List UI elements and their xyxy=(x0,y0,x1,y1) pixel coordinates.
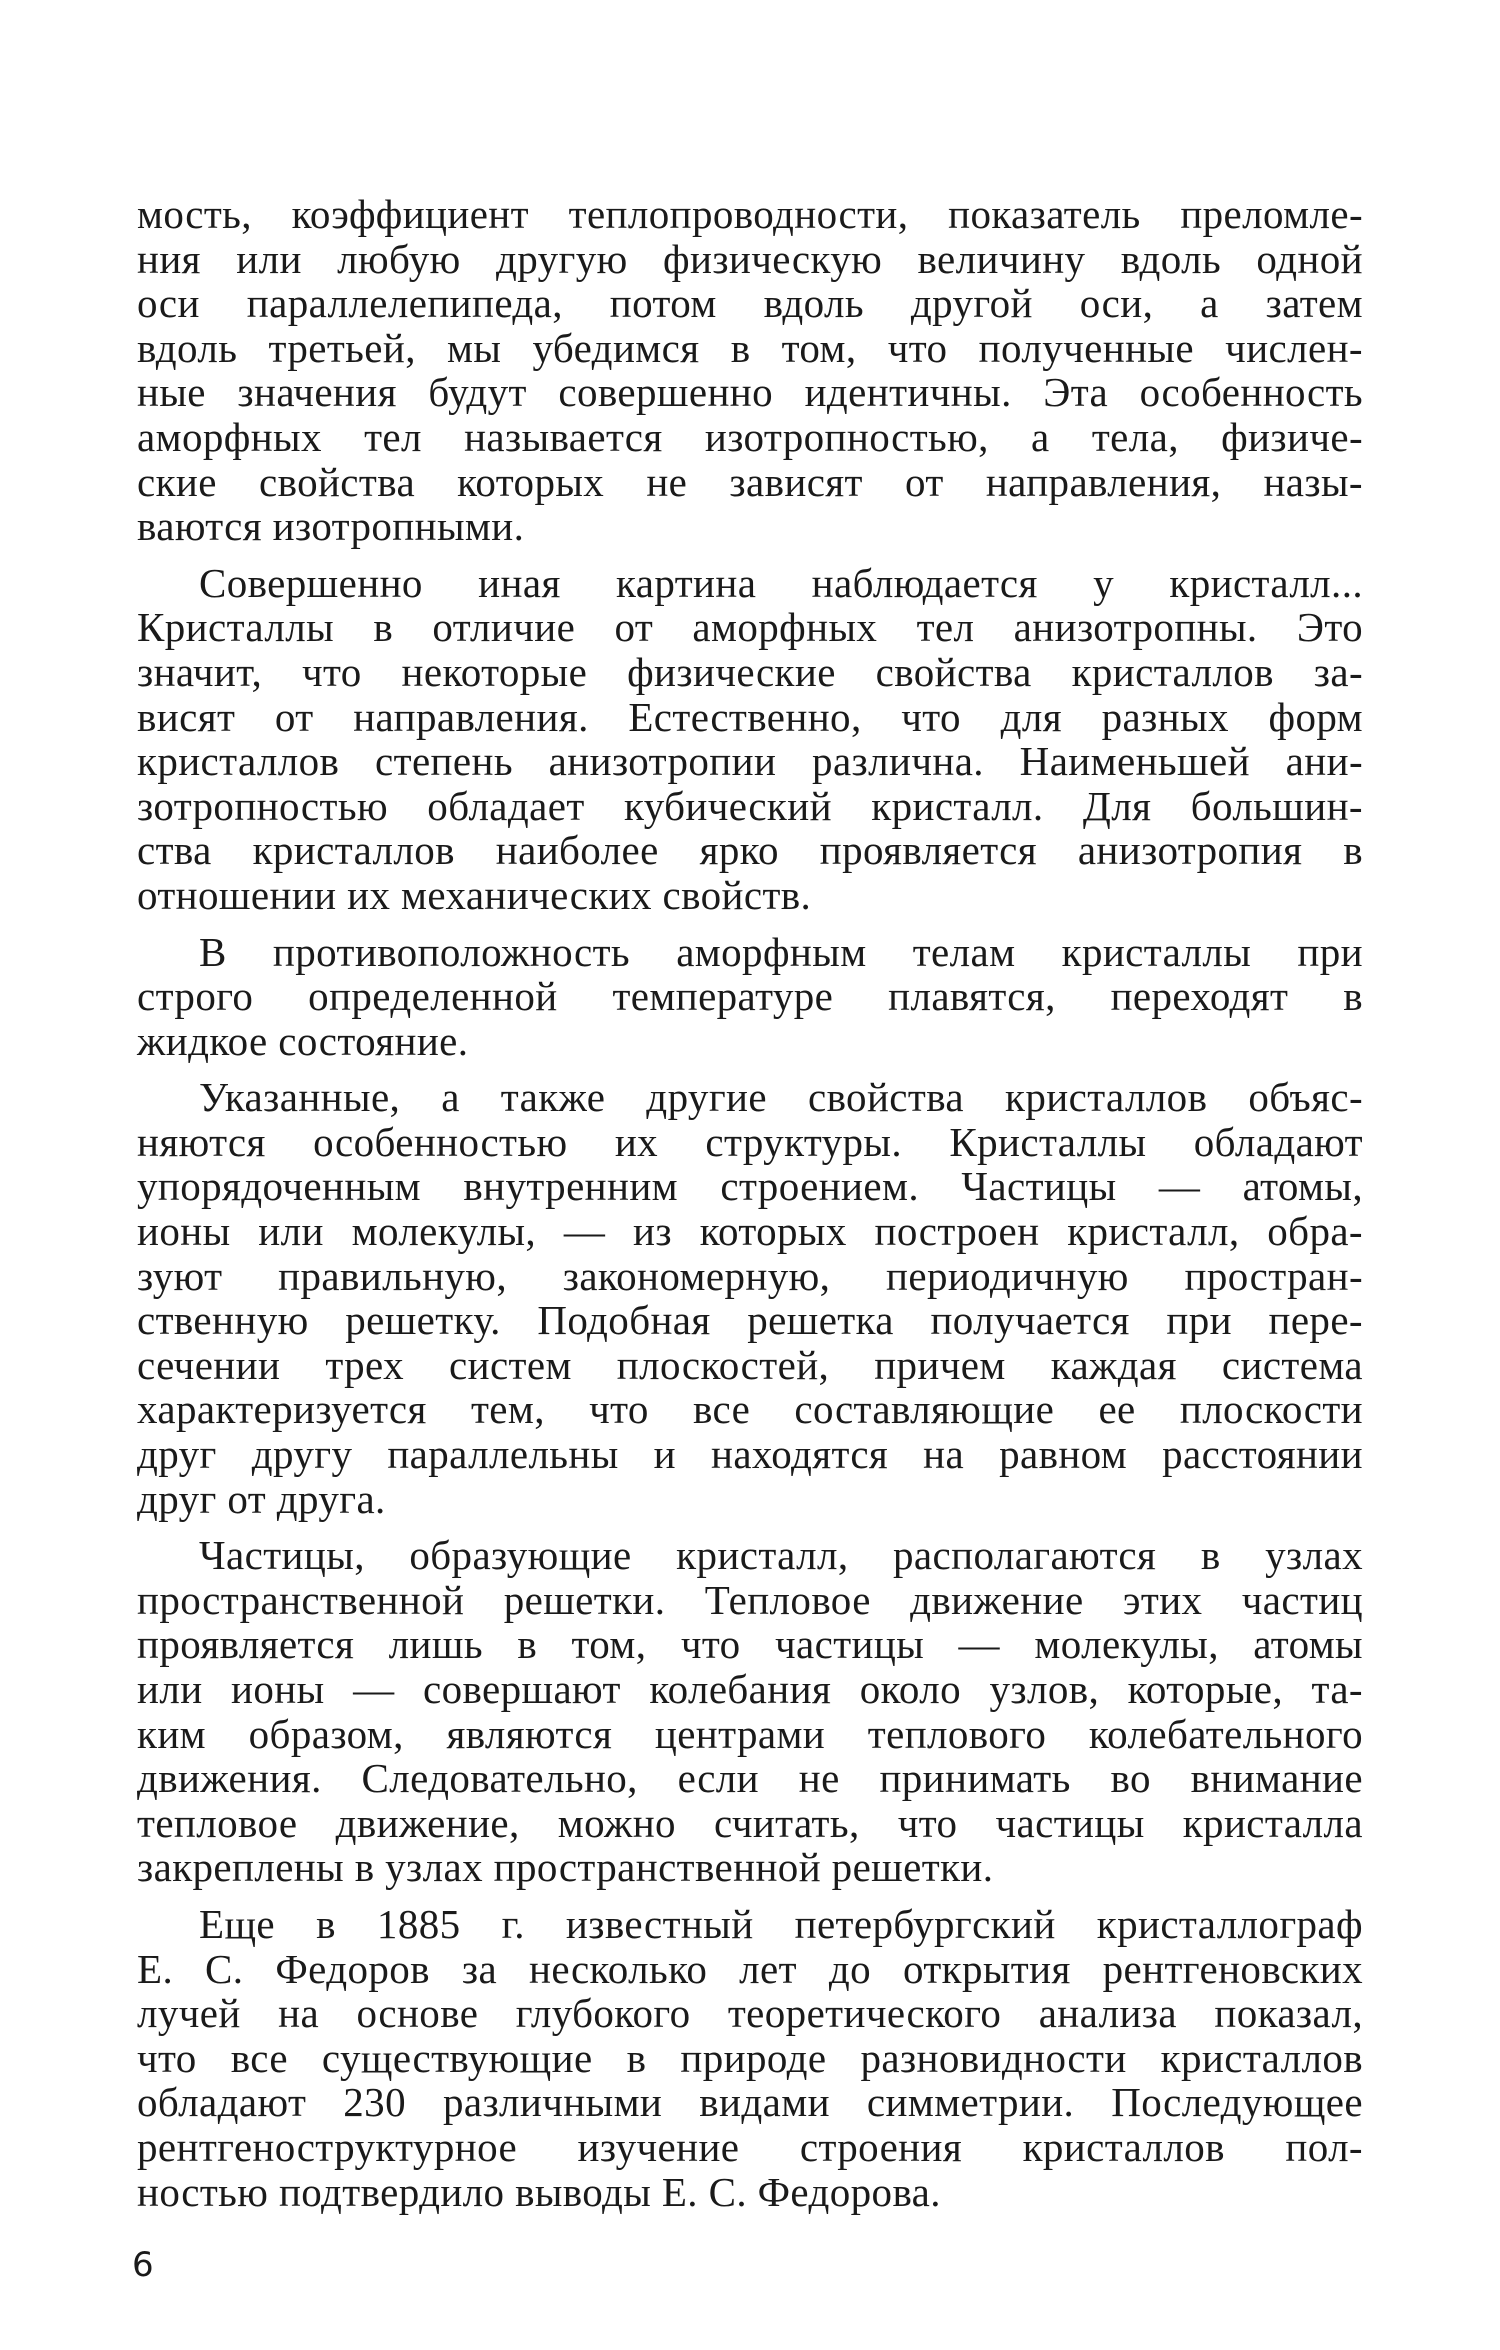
paragraph xyxy=(137,561,1363,918)
text-line: ские свойства которых не зависят от направления, назы- xyxy=(137,458,1363,505)
text-line: характеризуется тем, что все составляющие ее плоскости xyxy=(137,1386,1363,1433)
text-line: Еще в 1885 г. известный петербургский кристаллограф xyxy=(199,1900,1363,1947)
text-line: что все существующие в природе разновидности кристаллов xyxy=(137,2034,1363,2081)
body-text xyxy=(137,192,1363,2214)
text-line: или ионы — совершают колебания около узлов, которые, та- xyxy=(137,1666,1363,1712)
text-line: жидкое состояние. xyxy=(137,1017,469,1064)
paragraph xyxy=(137,1902,1363,2214)
text-line: зотропностью обладает кубический кристалл. Для большин- xyxy=(137,782,1363,829)
text-line: сечении трех систем плоскостей, причем каждая система xyxy=(137,1341,1363,1388)
text-line: няются особенностью их структуры. Кристаллы обладают xyxy=(137,1118,1363,1165)
paragraph-gap xyxy=(137,918,1363,930)
text-line: упорядоченным внутренним строением. Частицы — атомы, xyxy=(137,1163,1363,1210)
text-line: кристаллов степень анизотропии различна. Наименьшей ани- xyxy=(137,738,1363,785)
text-line: мость, коэффициент теплопроводности, показатель преломле- xyxy=(137,191,1363,237)
text-line: пространственной решетки. Тепловое движение этих частиц xyxy=(137,1576,1363,1623)
page-number: 6 xyxy=(132,2245,154,2285)
text-line: зуют правильную, закономерную, периодичную простран- xyxy=(137,1252,1363,1299)
paragraph-gap xyxy=(137,549,1363,561)
text-line: ионы или молекулы, — из которых построен кристалл, обра- xyxy=(137,1208,1363,1255)
text-line: Кристаллы в отличие от аморфных тел анизотропны. Это xyxy=(137,604,1363,651)
text-line: строго определенной температуре плавятся, переходят в xyxy=(137,973,1363,1020)
text-line: ностью подтвердило выводы Е. С. Федорова. xyxy=(137,2168,941,2215)
text-line: движения. Следовательно, если не принимать во внимание xyxy=(137,1755,1363,1802)
text-line: Е. С. Федоров за несколько лет до открытия рентгеновских xyxy=(137,1945,1363,1992)
text-line: ния или любую другую физическую величину вдоль одной xyxy=(137,235,1363,282)
text-line: вдоль третьей, мы убедимся в том, что полученные числен- xyxy=(137,324,1363,371)
text-line: В противоположность аморфным телам кристаллы при xyxy=(199,928,1363,975)
text-line: ким образом, являются центрами теплового колебательного xyxy=(137,1710,1363,1757)
text-line: друг другу параллельны и находятся на равном расстоянии xyxy=(137,1431,1363,1478)
text-line: Частицы, образующие кристалл, располагаются в узлах xyxy=(199,1532,1363,1579)
text-line: рентгеноструктурное изучение строения кристаллов пол- xyxy=(137,2123,1363,2170)
text-line: ваются изотропными. xyxy=(137,503,525,550)
paragraph xyxy=(137,1075,1363,1521)
text-line: Совершенно иная картина наблюдается у кристалл... xyxy=(199,559,1363,606)
text-line: тепловое движение, можно считать, что частицы кристалла xyxy=(137,1799,1363,1846)
text-line: лучей на основе глубокого теоретического анализа показал, xyxy=(137,1990,1363,2037)
text-line: висят от направления. Естественно, что для разных форм xyxy=(137,693,1363,740)
text-line: ные значения будут совершенно идентичны. Эта особенность xyxy=(137,369,1363,416)
text-line: оси параллелепипеда, потом вдоль другой оси, а затем xyxy=(137,280,1363,327)
paragraph xyxy=(137,1533,1363,1890)
text-line: проявляется лишь в том, что частицы — молекулы, атомы xyxy=(137,1621,1363,1668)
text-line: ства кристаллов наиболее ярко проявляется анизотропия в xyxy=(137,827,1363,874)
text-line: обладают 230 различными видами симметрии. Последующее xyxy=(137,2079,1363,2126)
text-line: закреплены в узлах пространственной решетки. xyxy=(137,1844,994,1891)
text-line: Указанные, а также другие свойства кристаллов объяс- xyxy=(199,1074,1363,1121)
text-line: аморфных тел называется изотропностью, а тела, физиче- xyxy=(137,413,1363,460)
text-line: значит, что некоторые физические свойства кристаллов за- xyxy=(137,648,1363,695)
text-line: друг от друга. xyxy=(137,1475,386,1522)
text-line: отношении их механических свойств. xyxy=(137,871,812,918)
text-line: ственную решетку. Подобная решетка получается при пере- xyxy=(137,1297,1363,1344)
paragraph xyxy=(137,930,1363,1064)
paragraph xyxy=(137,192,1363,549)
